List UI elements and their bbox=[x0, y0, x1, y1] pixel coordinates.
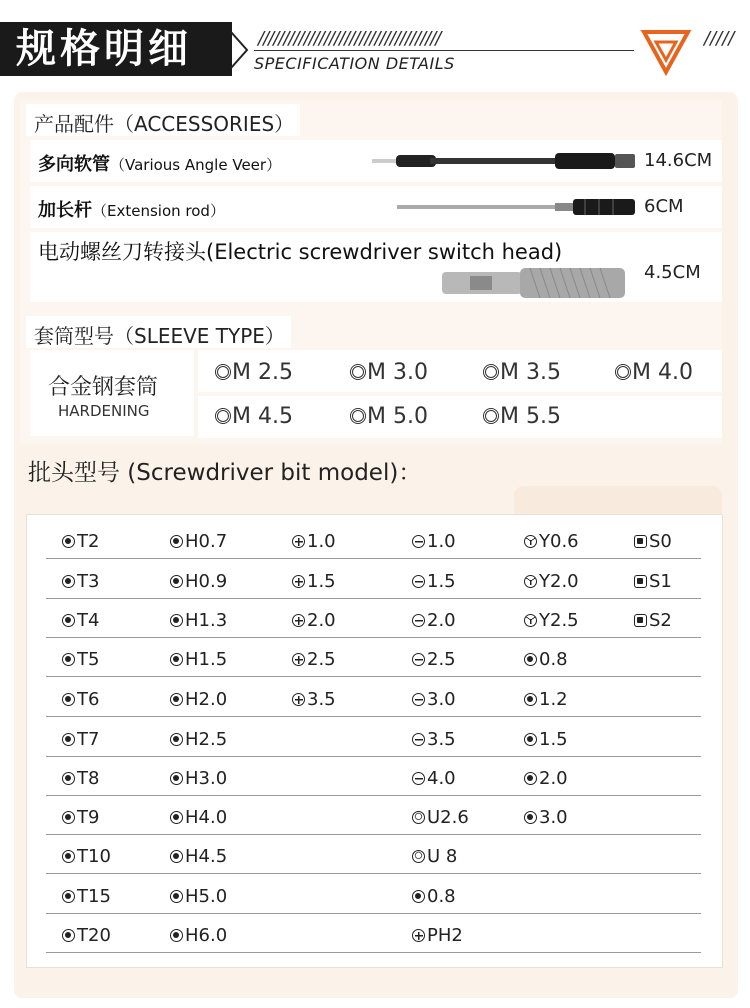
bit-label: H4.0 bbox=[185, 807, 228, 828]
bit-item bbox=[412, 729, 456, 750]
torx-icon bbox=[62, 535, 75, 548]
bit-item bbox=[62, 571, 99, 592]
phillips-icon bbox=[292, 693, 305, 706]
flex-shaft-image bbox=[370, 148, 640, 174]
bit-item bbox=[292, 531, 336, 552]
ring-icon bbox=[215, 364, 231, 380]
bit-label: 2.0 bbox=[307, 610, 336, 631]
bit-item bbox=[62, 807, 99, 828]
bit-item bbox=[62, 768, 99, 789]
bit-label: S1 bbox=[649, 571, 672, 592]
row-divider bbox=[46, 834, 701, 835]
bit-item bbox=[170, 649, 227, 670]
bit-item bbox=[170, 846, 227, 867]
phillips-icon bbox=[412, 929, 425, 942]
bit-label: 2.0 bbox=[427, 610, 456, 631]
triangle-icon bbox=[524, 772, 537, 785]
bit-label: H2.5 bbox=[185, 729, 228, 750]
bit-item bbox=[634, 531, 672, 552]
bit-label: T6 bbox=[77, 689, 100, 710]
sleeve-label: 套筒型号（SLEEVE TYPE） bbox=[26, 316, 291, 348]
sleeve-item: M 3.5 bbox=[483, 360, 561, 385]
header-slashes-right: ///// bbox=[704, 28, 735, 49]
slotted-icon bbox=[412, 693, 425, 706]
accessory-name: 电动螺丝刀转接头(Electric screwdriver switch head) bbox=[38, 240, 563, 264]
bit-label: H1.3 bbox=[185, 610, 228, 631]
bit-item bbox=[170, 729, 227, 750]
ring-icon bbox=[483, 408, 499, 424]
bit-label: T4 bbox=[77, 610, 100, 631]
bit-item bbox=[62, 846, 111, 867]
hex-icon bbox=[170, 890, 183, 903]
bit-label: T9 bbox=[77, 807, 100, 828]
bits-tab bbox=[514, 486, 722, 516]
torx-icon bbox=[62, 693, 75, 706]
sleeve-material bbox=[30, 350, 194, 436]
torx-icon bbox=[62, 929, 75, 942]
slotted-icon bbox=[412, 772, 425, 785]
bit-label: H6.0 bbox=[185, 925, 228, 946]
phillips-icon bbox=[292, 575, 305, 588]
row-divider bbox=[46, 873, 701, 874]
bit-item bbox=[412, 649, 456, 670]
bit-item bbox=[170, 571, 227, 592]
bit-label: T15 bbox=[77, 886, 111, 907]
header-rule bbox=[254, 50, 634, 51]
hex-icon bbox=[170, 772, 183, 785]
sleeve-item: M 5.5 bbox=[483, 404, 561, 429]
bit-label: T7 bbox=[77, 729, 100, 750]
bit-item bbox=[170, 925, 227, 946]
bit-item bbox=[412, 610, 456, 631]
accessory-name: 多向软管（Various Angle Veer） bbox=[38, 154, 282, 175]
hex-icon bbox=[170, 653, 183, 666]
bit-item bbox=[524, 531, 579, 552]
phillips-icon bbox=[292, 614, 305, 627]
sleeve-item: M 2.5 bbox=[215, 360, 293, 385]
tri-wing-icon bbox=[524, 614, 537, 627]
bit-label: Y2.5 bbox=[539, 610, 579, 631]
brand-logo-icon bbox=[640, 24, 692, 76]
page-subtitle: SPECIFICATION DETAILS bbox=[254, 54, 455, 73]
row-divider bbox=[46, 558, 701, 559]
adapter-image bbox=[440, 266, 630, 300]
hex-icon bbox=[170, 575, 183, 588]
bit-item bbox=[170, 610, 227, 631]
bits-title: 批头型号 (Screwdriver bit model)： bbox=[28, 460, 422, 486]
bit-label: 3.0 bbox=[539, 807, 568, 828]
row-divider bbox=[46, 795, 701, 796]
pentalobe-icon bbox=[412, 890, 425, 903]
star-icon bbox=[524, 653, 537, 666]
hex-icon bbox=[170, 811, 183, 824]
bit-item bbox=[62, 886, 111, 907]
accessory-row-1 bbox=[30, 140, 722, 182]
bit-item bbox=[170, 689, 227, 710]
bit-label: S2 bbox=[649, 610, 672, 631]
tri-wing-icon bbox=[524, 535, 537, 548]
bit-item bbox=[170, 768, 227, 789]
header-slashes: //////////////////////////////////// bbox=[258, 28, 441, 49]
bit-item bbox=[412, 689, 456, 710]
row-divider bbox=[46, 756, 701, 757]
bit-label: 2.5 bbox=[427, 649, 456, 670]
bit-label: 3.5 bbox=[307, 689, 336, 710]
sleeve-item: M 4.0 bbox=[615, 360, 693, 385]
bit-label: 2.0 bbox=[539, 768, 568, 789]
slotted-icon bbox=[412, 614, 425, 627]
star-icon bbox=[524, 733, 537, 746]
phillips-icon bbox=[292, 653, 305, 666]
bit-label: 1.0 bbox=[307, 531, 336, 552]
sleeve-item: M 4.5 bbox=[215, 404, 293, 429]
bit-label: T10 bbox=[77, 846, 111, 867]
bit-label: H3.0 bbox=[185, 768, 228, 789]
tri-wing-icon bbox=[524, 575, 537, 588]
row-divider bbox=[46, 716, 701, 717]
bits-table bbox=[26, 514, 723, 968]
extension-rod-image bbox=[395, 194, 640, 220]
bit-label: T2 bbox=[77, 531, 100, 552]
bit-label: T3 bbox=[77, 571, 100, 592]
bit-item bbox=[524, 571, 579, 592]
bit-item bbox=[524, 807, 568, 828]
bit-label: T5 bbox=[77, 649, 100, 670]
slotted-icon bbox=[412, 733, 425, 746]
bit-label: 0.8 bbox=[427, 886, 456, 907]
bit-label: 0.8 bbox=[539, 649, 568, 670]
bit-item bbox=[412, 886, 456, 907]
bit-item bbox=[524, 768, 568, 789]
bit-item bbox=[634, 571, 672, 592]
bit-label: 1.5 bbox=[539, 729, 568, 750]
bit-item bbox=[412, 531, 456, 552]
bit-item bbox=[412, 571, 456, 592]
bit-item bbox=[62, 649, 99, 670]
sleeve-item: M 3.0 bbox=[350, 360, 428, 385]
header bbox=[0, 0, 750, 92]
bit-item bbox=[412, 768, 456, 789]
torx-icon bbox=[62, 575, 75, 588]
bit-item bbox=[292, 649, 336, 670]
bit-label: Y0.6 bbox=[539, 531, 579, 552]
bit-item bbox=[524, 729, 568, 750]
bit-label: H2.0 bbox=[185, 689, 228, 710]
ring-icon bbox=[350, 408, 366, 424]
bit-item bbox=[524, 610, 579, 631]
bit-label: S0 bbox=[649, 531, 672, 552]
torx-icon bbox=[62, 850, 75, 863]
torx-icon bbox=[62, 614, 75, 627]
square-icon bbox=[634, 535, 647, 548]
torx-icon bbox=[62, 890, 75, 903]
bit-label: H1.5 bbox=[185, 649, 228, 670]
chevron-right-icon bbox=[228, 30, 250, 70]
u-icon bbox=[412, 850, 425, 863]
bit-label: H0.7 bbox=[185, 531, 228, 552]
bit-label: 2.5 bbox=[307, 649, 336, 670]
slotted-icon bbox=[412, 575, 425, 588]
hex-icon bbox=[170, 850, 183, 863]
slotted-icon bbox=[412, 535, 425, 548]
accessory-name: 加长杆（Extension rod） bbox=[38, 200, 225, 221]
row-divider bbox=[46, 637, 701, 638]
bit-item bbox=[412, 807, 469, 828]
bit-item bbox=[62, 925, 111, 946]
ring-icon bbox=[215, 408, 231, 424]
bit-item bbox=[62, 610, 99, 631]
bit-item bbox=[292, 610, 336, 631]
ring-icon bbox=[483, 364, 499, 380]
slotted-icon bbox=[412, 653, 425, 666]
bit-item bbox=[412, 925, 463, 946]
page-title: 规格明细 bbox=[0, 22, 232, 76]
star-icon bbox=[524, 693, 537, 706]
sleeve-material-en: HARDENING bbox=[58, 402, 150, 420]
bit-label: 1.5 bbox=[307, 571, 336, 592]
square-icon bbox=[634, 575, 647, 588]
bit-item bbox=[62, 531, 99, 552]
bit-label: H5.0 bbox=[185, 886, 228, 907]
hex-icon bbox=[170, 535, 183, 548]
accessory-size: 4.5CM bbox=[644, 262, 701, 283]
bit-label: PH2 bbox=[427, 925, 463, 946]
bit-label: H4.5 bbox=[185, 846, 228, 867]
bit-item bbox=[170, 807, 227, 828]
row-divider bbox=[46, 676, 701, 677]
bit-item bbox=[412, 846, 457, 867]
torx-icon bbox=[62, 733, 75, 746]
torx-icon bbox=[62, 772, 75, 785]
bit-item bbox=[524, 689, 568, 710]
accessory-row-2 bbox=[30, 186, 722, 228]
bit-label: 3.5 bbox=[427, 729, 456, 750]
bit-item bbox=[292, 689, 336, 710]
accessory-size: 14.6CM bbox=[644, 150, 713, 171]
bit-item bbox=[634, 610, 672, 631]
row-divider bbox=[46, 913, 701, 914]
bit-label: T8 bbox=[77, 768, 100, 789]
hex-icon bbox=[170, 929, 183, 942]
hex-icon bbox=[170, 614, 183, 627]
hex-icon bbox=[170, 693, 183, 706]
hex-icon bbox=[170, 733, 183, 746]
sleeve-item: M 5.0 bbox=[350, 404, 428, 429]
torx-icon bbox=[62, 653, 75, 666]
bit-item bbox=[62, 729, 99, 750]
row-divider bbox=[46, 952, 701, 953]
bit-item bbox=[170, 886, 227, 907]
torx-icon bbox=[62, 811, 75, 824]
phillips-icon bbox=[292, 535, 305, 548]
bit-label: 1.2 bbox=[539, 689, 568, 710]
bit-label: T20 bbox=[77, 925, 111, 946]
bit-label: 3.0 bbox=[427, 689, 456, 710]
bit-label: Y2.0 bbox=[539, 571, 579, 592]
bit-label: H0.9 bbox=[185, 571, 228, 592]
bit-item bbox=[170, 531, 227, 552]
accessories-label: 产品配件（ACCESSORIES） bbox=[26, 104, 300, 136]
square-icon bbox=[634, 614, 647, 627]
sleeve-material-cn: 合金钢套筒 bbox=[48, 375, 159, 400]
bit-item bbox=[292, 571, 336, 592]
triangle-icon bbox=[524, 811, 537, 824]
bit-item bbox=[524, 649, 568, 670]
accessory-size: 6CM bbox=[644, 196, 684, 217]
u-icon bbox=[412, 811, 425, 824]
accessory-row-3 bbox=[30, 232, 722, 302]
bit-label: 1.5 bbox=[427, 571, 456, 592]
bit-label: 4.0 bbox=[427, 768, 456, 789]
bit-label: 1.0 bbox=[427, 531, 456, 552]
ring-icon bbox=[350, 364, 366, 380]
bit-label: U 8 bbox=[427, 846, 458, 867]
row-divider bbox=[46, 598, 701, 599]
ring-icon bbox=[615, 364, 631, 380]
bit-item bbox=[62, 689, 99, 710]
bit-label: U2.6 bbox=[427, 807, 469, 828]
